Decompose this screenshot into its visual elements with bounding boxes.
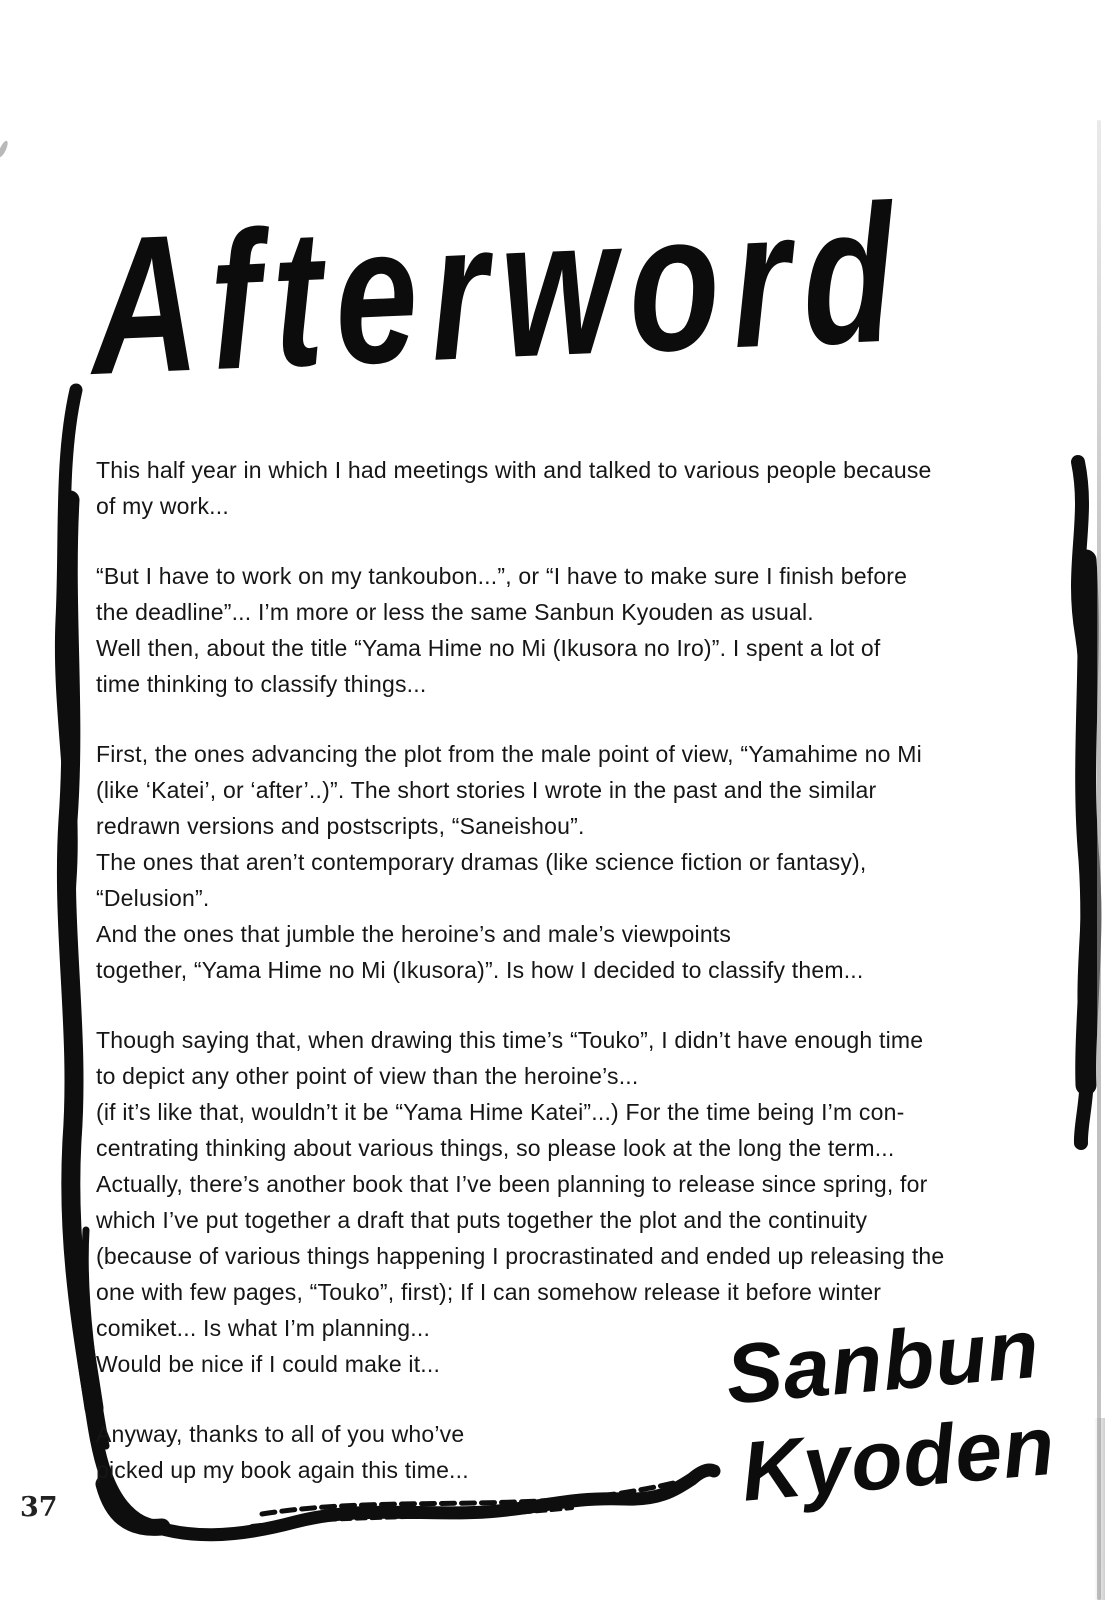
paragraph-2 <box>96 558 1056 702</box>
text-line: redrawn versions and postscripts, “Saneishou”. <box>96 813 585 839</box>
text-line: (like ‘Katei’, or ‘after’..)”. The short stories I wrote in the past and the similar <box>96 777 877 803</box>
page-scan-shadow <box>1094 1418 1105 1600</box>
right-brush-stroke-body <box>1086 560 1091 1085</box>
text-line: to depict any other point of view than the heroine’s... <box>96 1063 639 1089</box>
text-line: (because of various things happening I procrastinated and ended up releasing the <box>96 1243 945 1269</box>
text-line: Actually, there’s another book that I’ve been planning to release since spring, for <box>96 1171 928 1197</box>
signature-line: Sanbun <box>722 1300 1044 1422</box>
paragraph-1 <box>96 452 1056 524</box>
text-line: Anyway, thanks to all of you who’ve <box>96 1421 465 1447</box>
text-line: centrating thinking about various things, so please look at the long the term... <box>96 1135 895 1161</box>
text-line: And the ones that jumble the heroine’s and male’s viewpoints <box>96 921 732 947</box>
text-line: together, “Yama Hime no Mi (Ikusora)”. Is how I decided to classify them... <box>96 957 864 983</box>
right-brush-stroke <box>1078 462 1089 1143</box>
page-number: 37 <box>20 1492 58 1523</box>
text-line: comiket... Is what I’m planning... <box>96 1315 431 1341</box>
text-line: of my work... <box>96 493 229 519</box>
text-line: time thinking to classify things... <box>96 671 427 697</box>
text-line: which I’ve put together a draft that puts together the plot and the continuity <box>96 1207 868 1233</box>
text-line: Would be nice if I could make it... <box>96 1351 441 1377</box>
left-brush-stroke-body <box>66 500 94 1408</box>
signature-line: Kyoden <box>737 1397 1059 1519</box>
author-signature <box>694 1296 1080 1524</box>
text-line: This half year in which I had meetings with and talked to various people because <box>96 457 932 483</box>
text-line: “Delusion”. <box>96 885 210 911</box>
text-line: (if it’s like that, wouldn’t it be “Yama Hime Katei”...) For the time being I’m con- <box>96 1099 905 1125</box>
text-line: First, the ones advancing the plot from the male point of view, “Yamahime no Mi <box>96 741 922 767</box>
scan-speck <box>0 140 10 159</box>
page-scan-edge <box>1097 120 1101 1600</box>
text-line: “But I have to work on my tankoubon...”, or “I have to make sure I finish before <box>96 563 908 589</box>
afterword-title: Afterword <box>86 164 911 417</box>
text-line: Well then, about the title “Yama Hime no Mi (Ikusora no Iro)”. I spent a lot of <box>96 635 881 661</box>
text-line: The ones that aren’t contemporary dramas (like science fiction or fantasy), <box>96 849 867 875</box>
text-line: Though saying that, when drawing this time’s “Touko”, I didn’t have enough time <box>96 1027 924 1053</box>
text-line: the deadline”... I’m more or less the same Sanbun Kyouden as usual. <box>96 599 814 625</box>
paragraph-3 <box>96 736 1056 988</box>
text-line: picked up my book again this time... <box>96 1457 469 1483</box>
text-line: one with few pages, “Touko”, first); If I can somehow release it before winter <box>96 1279 882 1305</box>
